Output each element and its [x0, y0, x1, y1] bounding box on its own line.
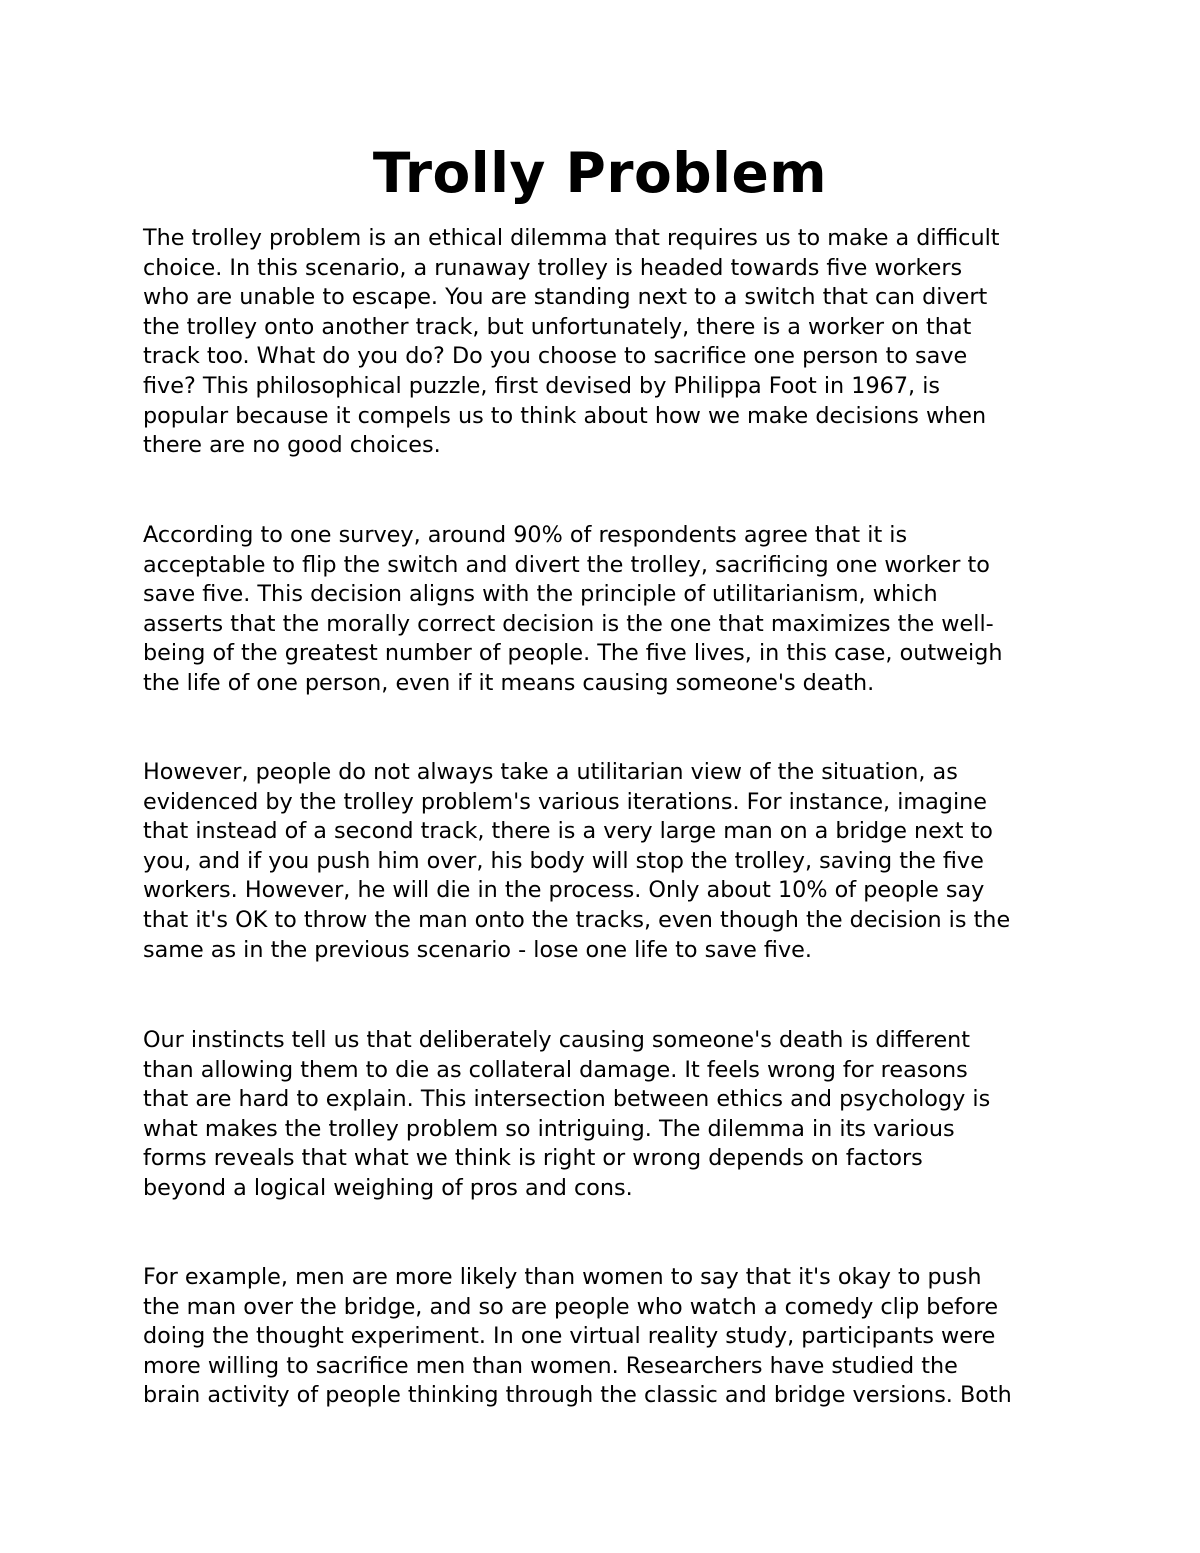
text-line: For example, men are more likely than women to say that it's okay to push [143, 1264, 982, 1290]
text-line: save five. This decision aligns with the principle of utilitarianism, which [143, 581, 938, 608]
text-line: track too. What do you do? Do you choose to sacrifice one person to save [143, 343, 968, 370]
paragraph-1 [143, 224, 1000, 461]
text-line: that it's OK to throw the man onto the tracks, even though the decision is the [143, 906, 1011, 933]
text-line: beyond a logical weighing of pros and cons. [143, 1174, 633, 1201]
text-line: same as in the previous scenario - lose one life to save five. [143, 936, 812, 963]
text-line: doing the thought experiment. In one virtual reality study, participants were [143, 1323, 996, 1350]
text-line: that instead of a second track, there is a very large man on a bridge next to [143, 818, 993, 845]
paragraph-2 [143, 521, 1003, 699]
text-line: evidenced by the trolley problem's various iterations. For instance, imagine [143, 788, 988, 815]
text-line: brain activity of people thinking through the classic and bridge versions. Both [143, 1382, 1012, 1409]
text-line: there are no good choices. [143, 432, 441, 459]
text-line: the life of one person, even if it means causing someone's death. [143, 669, 875, 696]
text-line: Our instincts tell us that deliberately causing someone's death is different [143, 1027, 971, 1053]
text-line: workers. However, he will die in the process. Only about 10% of people say [143, 877, 985, 904]
text-line: However, people do not always take a utilitarian view of the situation, as [143, 759, 958, 785]
text-line: than allowing them to die as collateral damage. It feels wrong for reasons [143, 1056, 968, 1083]
text-line: who are unable to escape. You are standing next to a switch that can divert [143, 284, 988, 311]
paragraph-3 [143, 758, 1010, 965]
text-line: that are hard to explain. This intersection between ethics and psychology is [143, 1086, 991, 1113]
text-line: being of the greatest number of people. The five lives, in this case, outweigh [143, 640, 1003, 667]
text-line: choice. In this scenario, a runaway trolley is headed towards five workers [143, 254, 963, 281]
text-line: popular because it compels us to think about how we make decisions when [143, 402, 987, 429]
page-title: Trolly Problem [372, 141, 828, 205]
text-line: asserts that the morally correct decision is the one that maximizes the well- [143, 610, 994, 637]
paragraph-4 [143, 1026, 990, 1204]
text-line: you, and if you push him over, his body will stop the trolley, saving the five [143, 847, 984, 874]
text-line: the man over the bridge, and so are people who watch a comedy clip before [143, 1293, 999, 1320]
text-line: five? This philosophical puzzle, first devised by Philippa Foot in 1967, is [143, 372, 941, 399]
text-line: According to one survey, around 90% of respondents agree that it is [143, 522, 908, 548]
text-line: what makes the trolley problem so intriguing. The dilemma in its various [143, 1115, 955, 1142]
text-line: more willing to sacrifice men than women. Researchers have studied the [143, 1352, 958, 1379]
text-line: The trolley problem is an ethical dilemma that requires us to make a difficult [143, 225, 1000, 251]
paragraph-5 [143, 1263, 1012, 1411]
text-line: forms reveals that what we think is right or wrong depends on factors [143, 1145, 923, 1172]
text-line: acceptable to flip the switch and divert the trolley, sacrificing one worker to [143, 551, 990, 578]
text-line: the trolley onto another track, but unfortunately, there is a worker on that [143, 313, 972, 340]
